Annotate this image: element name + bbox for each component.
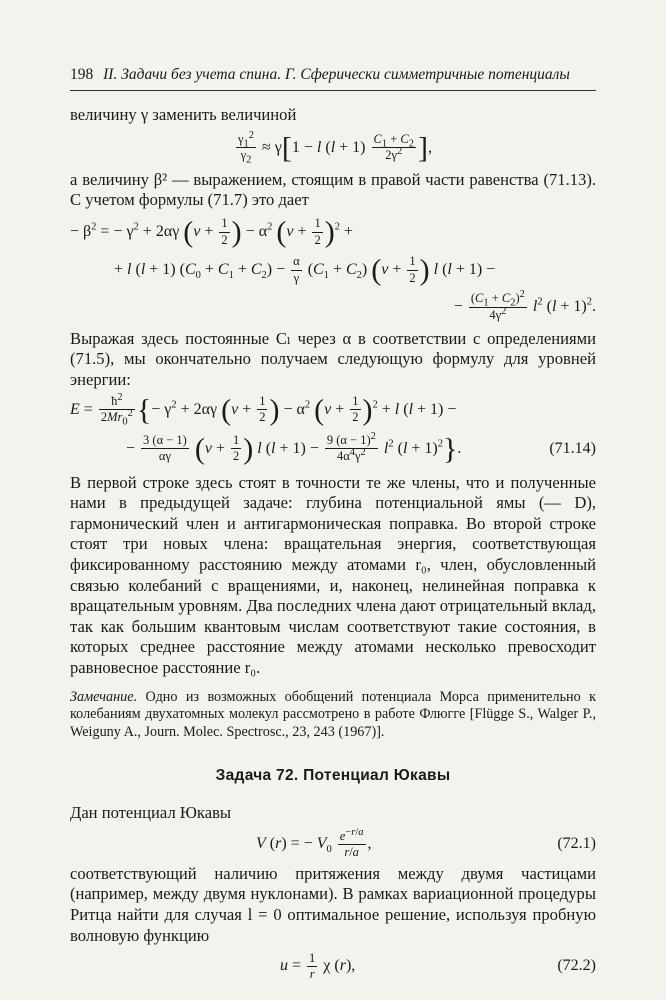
equation-number-71-14: (71.14) <box>549 439 596 457</box>
equation-72-1: V (r) = − $V_0$ $\frac{e^{-r/a}}{r/a}$ , (72.1) <box>70 824 596 864</box>
equation-71-14: E = $\frac{ħ^2}{2Mr_0^2}$ {− $\gamma^2 + 2\alpha\gamma$ (v + $\frac{1}{2}$ ) − $\alpha^2$ (v + $\frac{1}{2}$ )$^2$ + l (l + 1) − − $\frac{3 (\alpha - 1)}{\alpha\gamma}$ (v + $\frac{1}{2}$ ) l (l + 1) − $\frac{9 (\alpha - 1)^2}{4\alpha^4\gamma^2}$ $l^2$ $(l + 1)^2$}. (71.14) <box>70 391 596 469</box>
running-header <box>70 66 596 91</box>
paragraph-6: соответствующий наличию притяжения между двумя частицами (например, между двумя нуклонами). В рамках вариационной процедуры Ритца найти для случая l = 0 оптимальное решение, используя пробную волновую функцию <box>70 863 596 945</box>
paragraph-1: величину γ заменить величиной <box>70 105 297 124</box>
page-number: 198 <box>70 66 94 83</box>
problem-title: Задача 72. Потенциал Юкавы <box>215 767 451 785</box>
paragraph-4: В первой строке здесь стоят в точности те же члены, что и полученные нами в предыдущей задаче: глубина потенциальной ямы (— D), гармонический член и антигармоническая поправка. Во второй строке стоят три новых члена: вращательная энергия, соответствующая фиксированному расстоянию между атомами r₀, член, обусловленный связью колебаний с вращениями, и, наконец, нелинейная поправка к вращательным уровням. Два последних члена дают отрицательный вклад, так как большим квантовым числам соответствуют такие состояния, в которых среднее расстояние между атомами несколько превосходит равновесное расстояние r₀. <box>70 472 596 677</box>
equation-number-72-2: (72.2) <box>557 957 596 975</box>
paragraph-2: а величину β² — выражением, стоящим в правой части равенства (71.13). С учетом формулы (71.7) это дает <box>70 169 596 210</box>
running-title: II. Задачи без учета спина. Г. Сферически симметричные потенциалы <box>103 66 570 83</box>
remark <box>70 689 596 742</box>
equation-number-72-1: (72.1) <box>557 834 596 852</box>
paragraph-3: Выражая здесь постоянные Cₗ через α в соответствии с определениями (71.5), мы окончательно получаем следующую формулу для уровней энергии: <box>70 328 596 389</box>
remark-label: Замечание. <box>70 688 138 705</box>
paragraph-5: Дан потенциал Юкавы <box>70 803 232 823</box>
equation-beta-squared: − $\beta^2$ = − $\gamma^2 + 2\alpha\gamma$ (v + $\frac{1}{2}$ ) − $\alpha^2$ (v + $\frac{1}{2}$ )$^2$ + + l (l + 1) $(C_0 + C_1 + C_2)$ − $\frac{\alpha}{\gamma}$ $(C_1 + C_2) (v$ + $\frac{1}{2}$ ) l (l + 1) − − $\frac{(C_1 + C_2)^2}{4\gamma^2}$ $l^2$ $(l + 1)^2$. <box>70 215 596 322</box>
equation-gamma-replacement: $\frac{\gamma_1^2}{\gamma_2}$ ≈ γ[1 − l (l + 1) $\frac{C_1 + C_2}{2\gamma^2}$ ], <box>237 130 432 166</box>
equation-72-2: u = $\frac{1}{r}$ χ (r), (72.2) <box>70 946 596 986</box>
remark-text: Одно из возможных обобщений потенциала Морса применительно к колебаниям двухатомных молекул рассмотрено в работе Флюгге [Flügge S., Walger P., Weiguny A., Journ. Molec. Spectrosc., 23, 243 (1967)]. <box>70 688 596 740</box>
